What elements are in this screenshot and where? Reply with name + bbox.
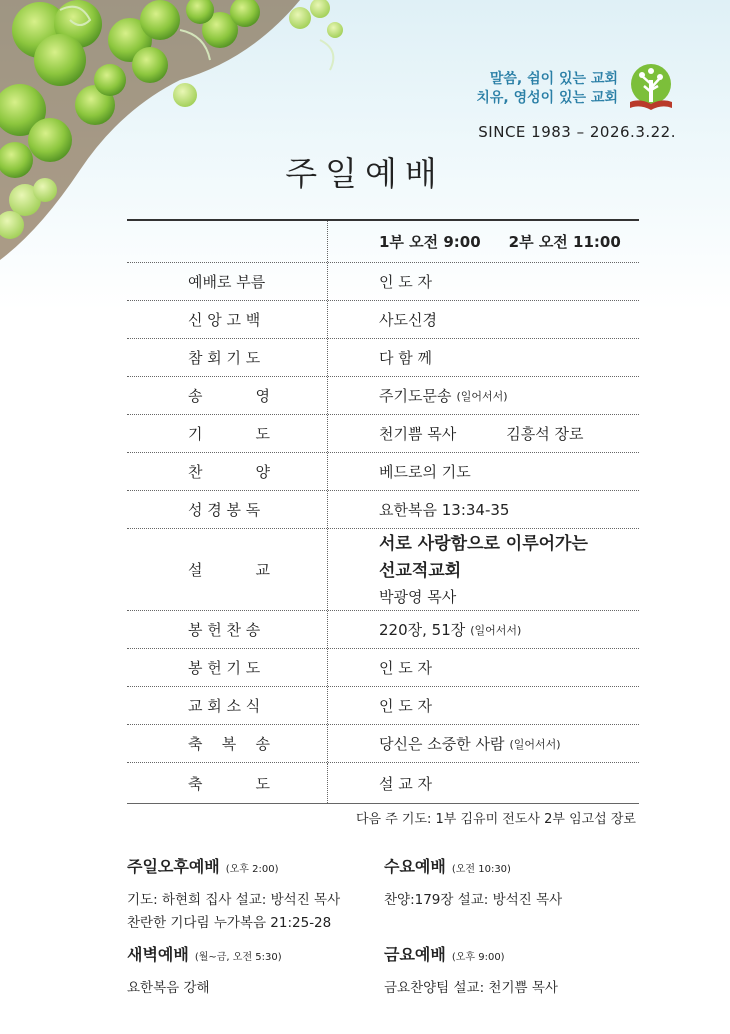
row-label: 예배로 부름 (188, 273, 266, 291)
row-value: 요한복음 13:34-35 (379, 501, 510, 519)
row-value: 인 도 자 (379, 273, 433, 291)
stand-note: (일어서서) (509, 737, 561, 751)
sermon-title-line-1: 서로 사랑함으로 이루어가는 (379, 533, 588, 554)
label-char: 도 (255, 425, 270, 443)
row-label (188, 385, 270, 406)
table-row (127, 301, 639, 339)
label-char: 축 (188, 735, 203, 753)
section-time: (월~금, 오전 5:30) (194, 952, 282, 963)
table-row (127, 725, 639, 763)
label-char: 찬 (188, 463, 203, 481)
row-value: 천기쁨 목사 (379, 425, 457, 443)
section-time: (오후 9:00) (451, 952, 505, 963)
row-label (188, 559, 270, 580)
table-row (127, 491, 639, 529)
label-char: 교 (255, 561, 270, 579)
row-value: 220장, 51장 (379, 621, 466, 639)
section-line: 찬양:179장 설교: 방석진 목사 (384, 892, 563, 908)
row-label (188, 423, 270, 444)
table-row (127, 611, 639, 649)
tree-on-book-icon (624, 62, 678, 116)
second-service-time: 2부 오전 11:00 (508, 233, 621, 251)
table-row (127, 687, 639, 725)
label-char: 설 (188, 561, 203, 579)
row-label: 교 회 소 식 (188, 697, 261, 715)
section-title: 주일오후예배 (127, 857, 220, 876)
stand-note: (일어서서) (456, 389, 508, 403)
row-label (188, 733, 270, 754)
row-value: 다 함 께 (379, 349, 433, 367)
row-label: 봉 헌 기 도 (188, 659, 261, 677)
row-value: 주기도문송 (379, 387, 452, 405)
worship-order-table (127, 219, 639, 804)
dawn-service (127, 942, 282, 1000)
row-value: 인 도 자 (379, 659, 433, 677)
row-value: 사도신경 (379, 311, 437, 329)
slogan-line-2: 치유, 영성이 있는 교회 (476, 90, 618, 106)
row-label: 봉 헌 찬 송 (188, 621, 261, 639)
section-title: 수요예배 (384, 857, 446, 876)
row-value: 당신은 소중한 사람 (379, 735, 505, 753)
section-line: 요한복음 강해 (127, 980, 210, 996)
church-slogan (470, 70, 618, 108)
table-row (127, 649, 639, 687)
friday-service (384, 942, 558, 1000)
section-line: 기도: 하현희 집사 설교: 방석진 목사 (127, 892, 341, 908)
first-service-time: 1부 오전 9:00 (379, 233, 481, 251)
sermon-title-line-2: 선교적교회 (379, 560, 462, 581)
table-row (127, 763, 639, 803)
row-label (188, 773, 270, 794)
row-value: 베드로의 기도 (379, 463, 471, 481)
label-char: 복 (221, 735, 237, 753)
label-char: 송 (188, 387, 203, 405)
service-times-row (127, 221, 639, 263)
section-time: (오후 2:00) (225, 864, 279, 875)
label-char: 기 (188, 425, 203, 443)
table-row (127, 263, 639, 301)
section-line: 금요찬양팀 설교: 천기쁨 목사 (384, 980, 558, 996)
section-title: 금요예배 (384, 945, 446, 964)
row-value: 설 교 자 (379, 774, 433, 793)
row-label: 성 경 봉 독 (188, 501, 261, 519)
label-char: 영 (255, 387, 270, 405)
sunday-afternoon-service (127, 854, 340, 935)
label-char: 도 (255, 774, 270, 793)
section-line: 찬란한 기다림 누가복음 21:25-28 (127, 915, 332, 931)
preacher: 박광영 목사 (379, 587, 457, 606)
stand-note: (일어서서) (470, 623, 522, 637)
table-row (127, 453, 639, 491)
wednesday-service (384, 854, 562, 912)
table-row (127, 377, 639, 415)
label-char: 양 (255, 463, 270, 481)
row-label (188, 461, 270, 482)
sermon-row (127, 529, 639, 611)
table-row (127, 415, 639, 453)
next-week-prayer: 다음 주 기도: 1부 김유미 전도사 2부 임고섭 장로 (355, 812, 636, 827)
section-title: 새벽예배 (127, 945, 189, 964)
row-label: 참 회 기 도 (188, 349, 261, 367)
label-char: 축 (188, 774, 203, 793)
page-title: 주일예배 (285, 154, 445, 193)
table-row (127, 339, 639, 377)
row-label: 신 앙 고 백 (188, 311, 261, 329)
row-value: 인 도 자 (379, 697, 433, 715)
since-date: SINCE 1983 – 2026.3.22. (478, 123, 676, 141)
row-value-2: 김흥석 장로 (506, 425, 584, 443)
slogan-line-1: 말씀, 쉼이 있는 교회 (489, 71, 618, 87)
section-time: (오전 10:30) (451, 864, 511, 875)
label-char: 송 (255, 735, 270, 753)
